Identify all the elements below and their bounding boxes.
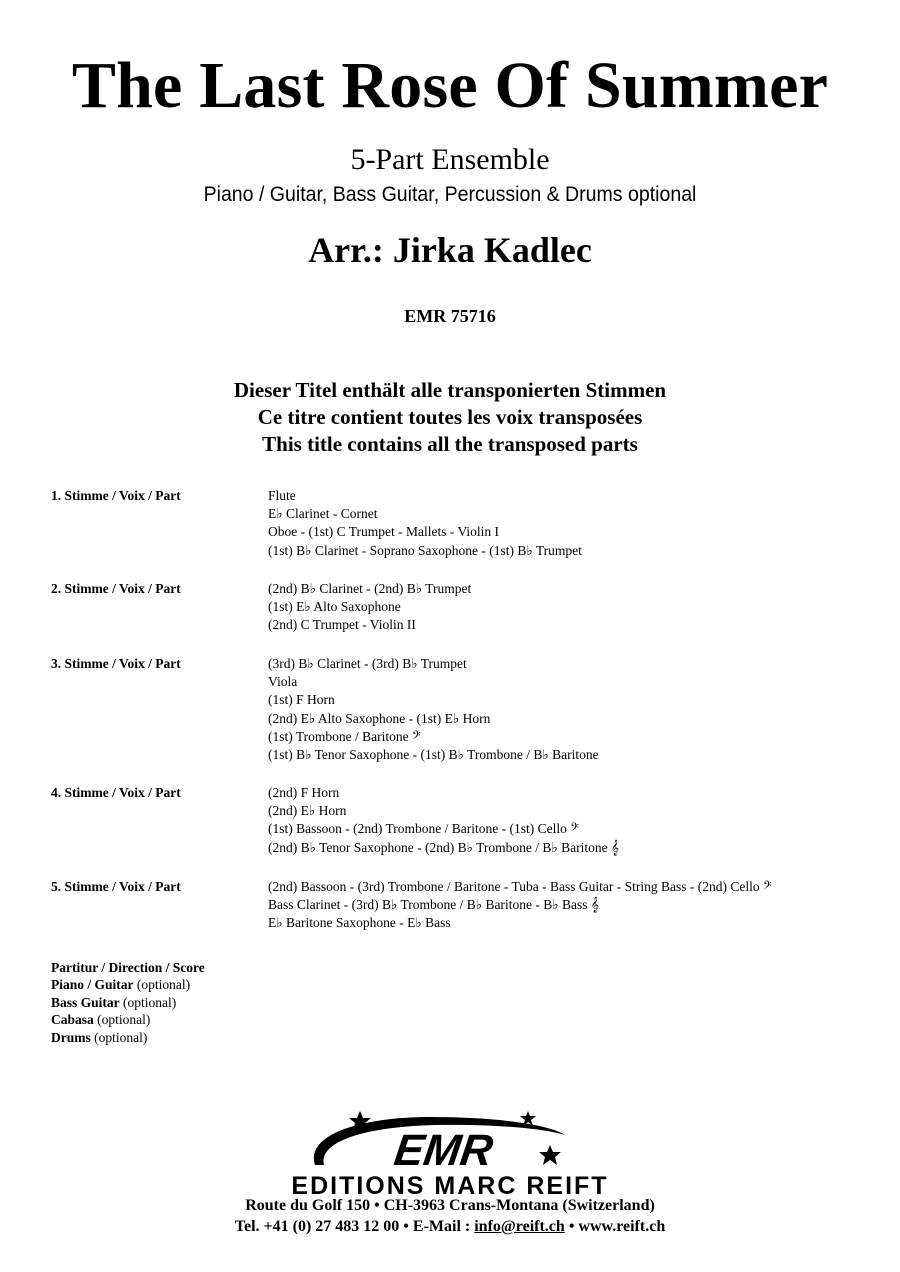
- instrument-line: (2nd) F Horn: [268, 785, 340, 800]
- extra-part-name: Piano / Guitar: [51, 977, 134, 993]
- instrument-line: (2nd) E♭ Alto Saxophone - (1st) E♭ Horn: [268, 710, 491, 726]
- part-instruments: [268, 580, 871, 635]
- part-label: 3. Stimme / Voix / Part: [51, 656, 181, 671]
- extra-part: [51, 976, 205, 993]
- notice-line-french: Ce titre contient toutes les voix transposées: [257, 405, 643, 429]
- publisher-address: Route du Golf 150 • CH-3963 Crans-Montana (Switzerland): [245, 1197, 655, 1214]
- instrument-line: (3rd) B♭ Clarinet - (3rd) B♭ Trumpet: [268, 656, 467, 671]
- part-instruments: [268, 878, 871, 933]
- instrument-line: (2nd) C Trumpet - Violin II: [268, 617, 416, 633]
- extra-part-name: Bass Guitar: [51, 994, 120, 1010]
- instrument-line: (1st) E♭ Alto Saxophone: [268, 599, 401, 615]
- extra-part-name: Cabasa: [51, 1012, 94, 1028]
- part-instruments: [268, 487, 871, 560]
- instrument-line: (2nd) B♭ Clarinet - (2nd) B♭ Trumpet: [268, 581, 472, 596]
- part-label: 4. Stimme / Voix / Part: [51, 785, 181, 800]
- extra-part-name: Partitur / Direction / Score: [51, 960, 205, 975]
- instrument-line: (2nd) E♭ Horn: [268, 803, 347, 819]
- extra-part: [51, 1029, 205, 1046]
- part-group-3: [51, 655, 871, 784]
- part-group-4: [51, 784, 871, 878]
- extra-part-note: (optional): [97, 1012, 151, 1028]
- instrument-line: Viola: [268, 674, 298, 690]
- part-group-2: [51, 580, 871, 655]
- instrument-line: Oboe - (1st) C Trumpet - Mallets - Violin I: [268, 524, 500, 540]
- logo-star-icon: [539, 1145, 561, 1165]
- contact-phone: Tel. +41 (0) 27 483 12 00 • E-Mail :: [234, 1218, 475, 1235]
- extra-part-note: (optional): [123, 994, 177, 1010]
- score-title: The Last Rose Of Summer: [71, 49, 829, 122]
- parts-list: [51, 487, 871, 953]
- instrument-line: (1st) Bassoon - (2nd) Trombone / Baritone - (1st) Cello 𝄢: [268, 821, 579, 837]
- instrument-line: (1st) F Horn: [268, 692, 335, 708]
- part-label: 1. Stimme / Voix / Part: [51, 488, 181, 503]
- instrument-line: (2nd) Bassoon - (3rd) Trombone / Baritone - Tuba - Bass Guitar - String Bass - (2nd) Cello 𝄢: [268, 879, 772, 894]
- publisher-contact: [0, 1217, 900, 1237]
- logo-text: EMR: [391, 1126, 496, 1175]
- extra-part-note: (optional): [136, 977, 191, 993]
- extra-part-note: (optional): [94, 1029, 148, 1045]
- publisher-name: EDITIONS MARC REIFT: [291, 1172, 609, 1200]
- notice-line-english: This title contains all the transposed parts: [262, 432, 638, 456]
- instrument-line: Bass Clarinet - (3rd) B♭ Trombone / B♭ Baritone - B♭ Bass 𝄞: [268, 897, 599, 913]
- part-group-1: [51, 487, 871, 580]
- instrument-line: (1st) Trombone / Baritone 𝄢: [268, 728, 421, 744]
- instrument-line: (2nd) B♭ Tenor Saxophone - (2nd) B♭ Trombone / B♭ Baritone 𝄞: [268, 839, 619, 855]
- notice-line-german: Dieser Titel enthält alle transponierten Stimmen: [233, 378, 667, 402]
- part-label: 5. Stimme / Voix / Part: [51, 879, 181, 894]
- part-instruments: [268, 655, 871, 764]
- extra-part: [51, 994, 205, 1011]
- instrument-line: (1st) B♭ Clarinet - Soprano Saxophone - (1st) B♭ Trumpet: [268, 542, 582, 558]
- instrument-line: Flute: [268, 488, 296, 503]
- instrument-line: E♭ Clarinet - Cornet: [268, 506, 378, 522]
- part-label: 2. Stimme / Voix / Part: [51, 581, 181, 596]
- arranger: Arr.: Jirka Kadlec: [308, 230, 592, 270]
- extra-part-name: Drums: [51, 1029, 91, 1045]
- extra-parts-list: [51, 959, 205, 1046]
- instrumentation-line: Piano / Guitar, Bass Guitar, Percussion & Drums optional: [203, 183, 697, 206]
- transposed-parts-notice: [0, 377, 900, 458]
- part-instruments: [268, 784, 871, 857]
- part-group-5: [51, 878, 871, 953]
- instrument-line: E♭ Baritone Saxophone - E♭ Bass: [268, 915, 451, 931]
- extra-part: [51, 959, 205, 976]
- extra-part: [51, 1011, 205, 1028]
- catalog-number: EMR 75716: [404, 306, 496, 326]
- ensemble-subtitle: 5-Part Ensemble: [350, 143, 550, 176]
- email-link[interactable]: info@reift.ch: [474, 1218, 565, 1235]
- contact-website: • www.reift.ch: [564, 1218, 666, 1235]
- instrument-line: (1st) B♭ Tenor Saxophone - (1st) B♭ Trombone / B♭ Baritone: [268, 747, 599, 763]
